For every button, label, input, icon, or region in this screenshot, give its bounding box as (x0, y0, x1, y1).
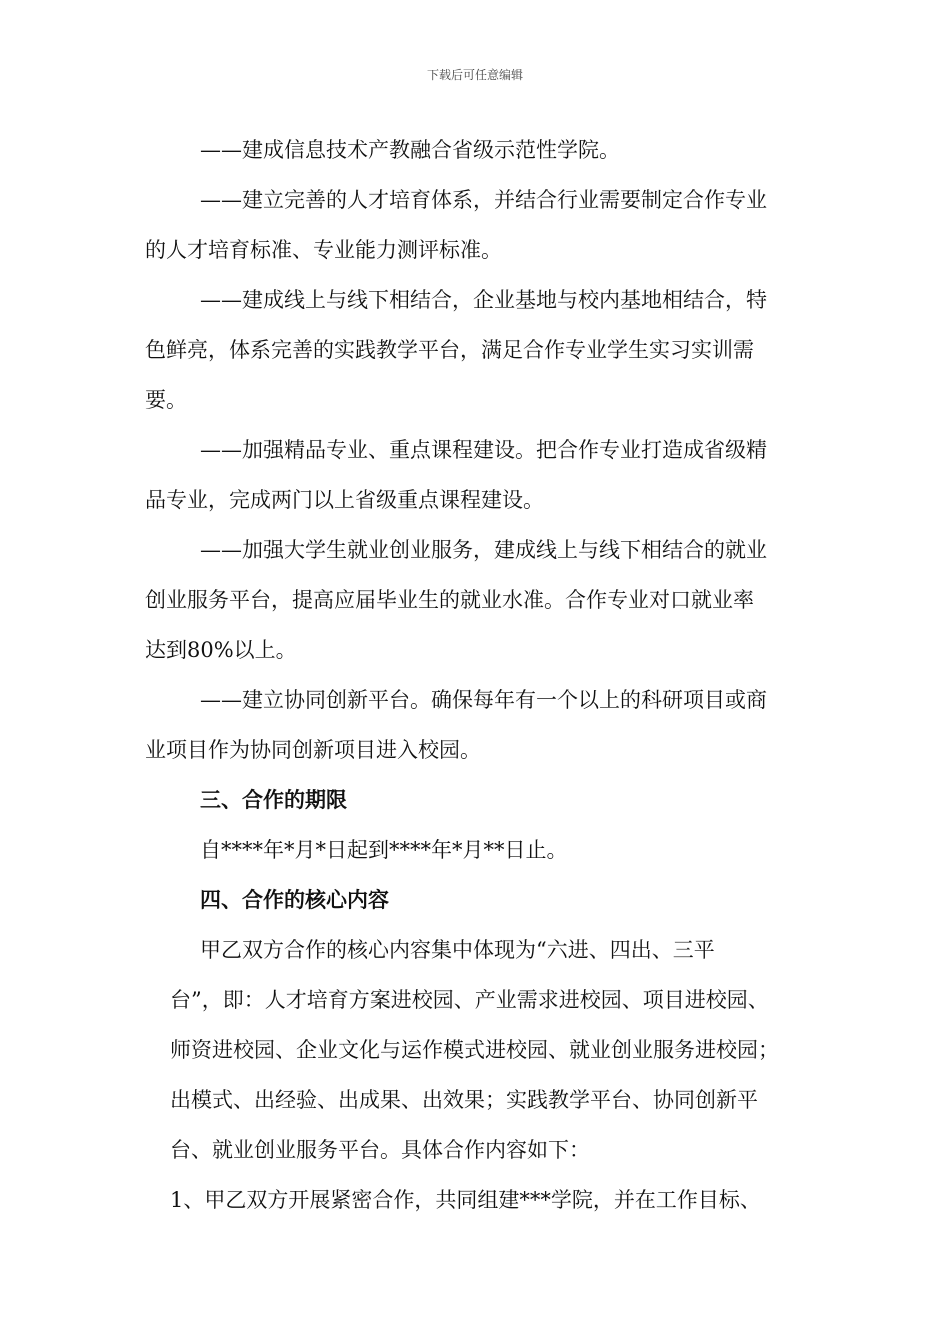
body-line: 台”，即：人才培育方案进校园、产业需求进校园、项目进校园、 (170, 988, 769, 1012)
section-heading: 三、合作的期限 (200, 787, 347, 812)
body-line: 师资进校园、企业文化与运作模式进校园、就业创业服务进校园； (170, 1038, 779, 1062)
body-line: 要。 (145, 388, 187, 412)
body-line: ——建立协同创新平台。确保每年有一个以上的科研项目或商 (200, 688, 767, 712)
body-line: 台、就业创业服务平台。具体合作内容如下： (170, 1138, 590, 1162)
body-line: 品专业，完成两门以上省级重点课程建设。 (145, 488, 544, 512)
body-line: 达到80%以上。 (145, 638, 297, 662)
body-line: ——加强大学生就业创业服务，建成线上与线下相结合的就业 (200, 538, 767, 562)
body-line: 创业服务平台，提高应届毕业生的就业水准。合作专业对口就业率 (145, 588, 754, 612)
body-line: 色鲜亮，体系完善的实践教学平台，满足合作专业学生实习实训需 (145, 338, 754, 362)
section-heading: 四、合作的核心内容 (200, 887, 389, 912)
body-line: 甲乙双方合作的核心内容集中体现为“六进、四出、三平 (200, 938, 715, 962)
body-line: ——建立完善的人才培育体系，并结合行业需要制定合作专业 (200, 188, 767, 212)
body-line: 出模式、出经验、出成果、出效果；实践教学平台、协同创新平 (170, 1088, 758, 1112)
body-line: ——建成线上与线下相结合，企业基地与校内基地相结合，特 (200, 288, 767, 312)
body-line: 业项目作为协同创新项目进入校园。 (145, 738, 481, 762)
page-header: 下载后可任意编辑 (426, 68, 523, 82)
body-line: ——加强精品专业、重点课程建设。把合作专业打造成省级精 (200, 438, 767, 462)
body-line: 的人才培育标准、专业能力测评标准。 (145, 238, 502, 262)
body-line: 1、甲乙双方开展紧密合作，共同组建***学院，并在工作目标、 (170, 1188, 761, 1212)
body-line: ——建成信息技术产教融合省级示范性学院。 (200, 138, 620, 162)
body-line: 自****年*月*日起到****年*月**日止。 (200, 838, 568, 862)
